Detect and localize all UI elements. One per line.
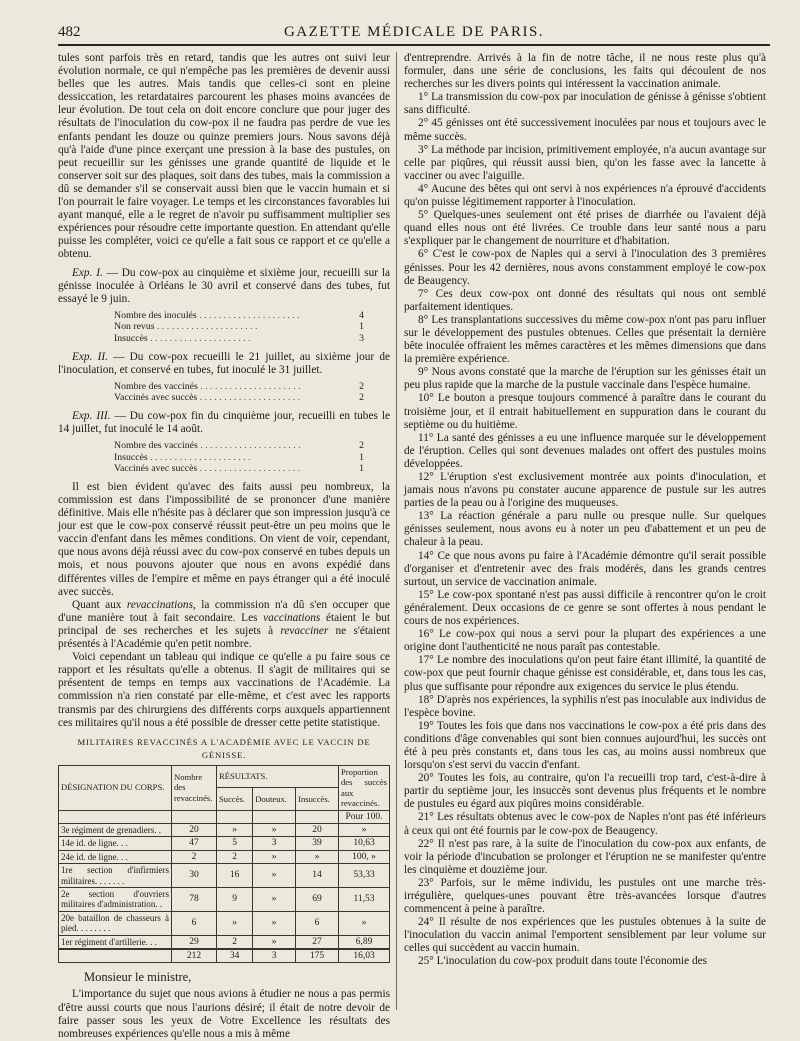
conclusion-item: 4° Aucune des bêtes qui ont servi à nos expériences n'a éprouvé d'accidents qu'on puisse légitimement rapporter à l'inoculation. [404, 182, 766, 209]
result-label: Non revus . . . [114, 321, 344, 333]
experiment-text: — Du cow-pox recueilli le 21 juillet, au sixième jour de l'inoculation, et conservé en tubes, fut inoculé le 31 juillet. [58, 350, 390, 376]
table-row [59, 823, 390, 836]
douteux-cell: 3 [253, 837, 296, 850]
total-insucces: 175 [296, 949, 339, 963]
experiment-3 [58, 410, 390, 436]
result-row [114, 392, 364, 404]
header-nombre: Nombre des revaccinés. [172, 765, 217, 810]
header-resultats: RÉSULTATS. [217, 765, 339, 787]
proportion-cell: » [339, 911, 390, 935]
result-row [114, 310, 364, 322]
total-nombre: 212 [172, 949, 217, 963]
result-row [114, 440, 364, 452]
pour100-row [59, 810, 390, 823]
succes-cell: » [217, 911, 253, 935]
result-row [114, 381, 364, 393]
corps-cell: 24e id. de ligne. . . [59, 850, 172, 863]
result-value: 1 [359, 321, 364, 333]
experiment-1 [58, 267, 390, 306]
result-value: 3 [359, 332, 364, 344]
table-row [59, 911, 390, 935]
nombre-cell: 78 [172, 887, 217, 911]
succes-cell: 16 [217, 864, 253, 888]
header-douteux: Douteux. [253, 788, 296, 810]
paragraph: L'importance du sujet que nous avions à étudier ne nous a pas permis d'être aussi courts que nous l'aurions désiré; il était de notre devoir de faire passer sous les yeux de Votre Excellence les résultats des nombreuses expériences qu'elle nous a mis à même [58, 988, 390, 1040]
result-value: 2 [359, 392, 364, 404]
conclusion-item: 19° Toutes les fois que dans nos vaccinations le cow-pox a été pris dans des conditions d'âge convenables qui sont bien connues aujourd'hui, les succès ont été à peu près constants et, dans tous les cas, au moins aussi nombreux que lorsqu'on s'est servi du vaccin d'enfant. [404, 719, 766, 772]
conclusion-item: 13° La réaction générale a paru nulle ou presque nulle. Sur quelques génisses seulement, nous avons eu à noter un peu d'abattement et un peu de chaleur à la peau. [404, 510, 766, 549]
conclusion-item: 9° Nous avons constaté que la marche de l'éruption sur les génisses était un peu plus rapide que la marche de la pustule vaccinale dans l'espèce humaine. [404, 366, 766, 392]
corps-cell: 2e section d'ouvriers militaires d'administration. . [59, 887, 172, 911]
experiment-2 [58, 351, 390, 377]
total-row [59, 949, 390, 963]
succes-cell: 2 [217, 935, 253, 949]
total-label-cell [59, 949, 172, 963]
corps-cell: 1re section d'infirmiers militaires. . . . . . . [59, 864, 172, 888]
conclusion-item: 18° D'après nos expériences, la syphilis n'est pas inoculable aux individus de l'espèce bovine. [404, 693, 766, 719]
conclusion-item: 16° Le cow-pox qui nous a servi pour la plupart des expériences a une origine dont l'authenticité ne nous paraît pas contestable. [404, 628, 766, 654]
result-value: 1 [359, 463, 364, 475]
total-douteux: 3 [253, 949, 296, 963]
proportion-cell: 11,53 [339, 887, 390, 911]
table-row [59, 864, 390, 888]
insucces-cell: 69 [296, 887, 339, 911]
insucces-cell: » [296, 850, 339, 863]
header-proportion: Proportion des succès aux revaccinés. [339, 765, 390, 810]
insucces-cell: 14 [296, 864, 339, 888]
result-row [114, 333, 364, 345]
insucces-cell: 6 [296, 911, 339, 935]
conclusion-item: 17° Le nombre des inoculations qu'on peut faire étant illimité, la quantité de cow-pox que peut fournir chaque génisse est considérable, et, dans tous les cas, plus que suffisante pour répondre aux exigences du service le plus étendu. [404, 654, 766, 693]
conclusion-item: 20° Toutes les fois, au contraire, qu'on l'a recueilli trop tard, c'est-à-dire à partir du septième jour, les insuccès sont devenus plus fréquents et le nombre de pustules eu égard aux piqûres moins considérable. [404, 772, 766, 811]
conclusion-item: 15° Le cow-pox spontané n'est pas aussi difficile à rencontrer qu'on le croit généralement. Deux occasions de ce genre se sont offertes à nous pendant le cours de nos expériences. [404, 588, 766, 628]
conclusion-item: 25° L'inoculation du cow-pox produit dans toute l'économie des [418, 955, 708, 968]
salutation: Monsieur le ministre, [84, 970, 192, 985]
experiment-label: Exp. II. [72, 350, 108, 363]
insucces-cell: 27 [296, 935, 339, 949]
result-value: 2 [359, 380, 364, 392]
nombre-cell: 47 [172, 837, 217, 850]
experiment-label: Exp. I. [72, 266, 103, 279]
page-number: 482 [58, 24, 81, 40]
paragraph: Il est bien évident qu'avec des faits aussi peu nombreux, la commission est dans l'impossibilité de se prononcer d'une manière définitive. Mais elle n'hésite pas à déclarer que son impression jusqu'à ce jour est que le cow-pox conservé réussit peut-être un peu moins que le vaccin d'enfant dans les mêmes conditions. On vient de voir, cependant, que nous avons déjà réussi avec du cow-pox conservé en tubes depuis un mois, et nous pouvons ajouter que nous en avons expédié dans différentes villes de l'empire et même en pays étranger qui a été inoculé avec succès. [58, 480, 390, 598]
nombre-cell: 2 [172, 850, 217, 863]
conclusions-list [404, 91, 766, 968]
result-row [114, 463, 364, 475]
experiment-label: Exp. III. [72, 409, 111, 422]
succes-cell: » [217, 823, 253, 836]
table-row [59, 837, 390, 850]
conclusion-item: 8° Les transplantations successives du même cow-pox n'ont pas paru influer sur le développement des pustules obtenues. Celles que présentait la dernière bête inoculée offraient les mêmes caractères et les mêmes dimensions que dans la première expérience. [404, 313, 766, 366]
paragraph: tules sont parfois très en retard, tandis que les autres ont suivi leur évolution normale, ce qui n'empêche pas les premières de devenir aussi belles que les autres. Mais tandis que celles-ci sont en pleine dessiccation, les retardataires parcourent les phases moins avancées de leur évolution. De tout cela on doit encore conclure que pour juger des résultats de l'inoculation du cow-pox il ne faudra pas perdre de vue les enfants pendant les douze ou quinze premiers jours. Nous savons déjà qu'à l'aide d'une pince exerçant une pression à la base des pustules, on peut recueillir sur les génisses une grande quantité de liquide et le conserver soit sur des plaques, soit dans des tubes, mais la commission a dû se demander s'il se conservait aussi bien que le vaccin humain et si l'on pourrait le faire voyager. Le temps et les circonstances favorables lui ayant manqué, elle a le regret de n'avoir pu suffisamment multiplier ses expériences pour résoudre cette importante question. En attendant qu'elle puisse les compléter, voici ce qu'elle a fait sous ce rapport et ce qu'elle a obtenu. [58, 52, 390, 261]
insucces-cell: 20 [296, 823, 339, 836]
left-column [58, 52, 390, 1041]
succes-cell: 5 [217, 837, 253, 850]
douteux-cell: » [253, 850, 296, 863]
douteux-cell: » [253, 887, 296, 911]
pour100-label: Pour 100. [339, 810, 390, 823]
result-row [114, 321, 364, 333]
text-run: Quant aux [72, 598, 127, 611]
nombre-cell: 29 [172, 935, 217, 949]
nombre-cell: 6 [172, 911, 217, 935]
douteux-cell: » [253, 935, 296, 949]
result-label: Vaccinés avec succès . . . [114, 463, 344, 475]
total-proportion: 16,03 [339, 949, 390, 963]
result-row [114, 452, 364, 464]
conclusion-item: 21° Les résultats obtenus avec le cow-pox de Naples n'ont pas été inférieurs à ceux qui ont été fournis par le cow-pox de Beaugency. [404, 811, 766, 837]
paragraph-revaccinations [58, 599, 390, 651]
conclusion-item: 5° Quelques-unes seulement ont été prises de diarrhée ou l'avaient déjà quand elles nous ont été livrées. Ce trouble dans leur santé nous a paru s'expliquer par le changement de nourriture et d'habitation. [404, 209, 766, 248]
insucces-cell: 39 [296, 837, 339, 850]
conclusion-item: 22° Il n'est pas rare, à la suite de l'inoculation du cow-pox aux enfants, de voir la période d'incubation se prolonger et l'éruption ne se manifester qu'entre les cinquième et douzième jour. [404, 837, 766, 876]
journal-title: GAZETTE MÉDICALE DE PARIS. [283, 24, 545, 40]
douteux-cell: » [253, 864, 296, 888]
table-row [59, 935, 390, 949]
conclusion-item: 11° La santé des génisses a eu une influence marquée sur le développement de l'éruption. Celles qui sont devenues malades ont offert des pustules moins développées. [404, 431, 766, 470]
paragraph: Voici cependant un tableau qui indique ce qu'elle a pu faire sous ce rapport et les résultats qu'elle a obtenus. Il s'agit de militaires qui se présentent de temps en temps aux vaccinations de l'Académie. La commission n'a rien constaté par elle-même, et c'est avec les rapports transmis par des chirurgiens des différents corps auxquels appartiennent ces militaires qu'il nous a été possible de dresser cette petite statistique. [58, 651, 390, 729]
experiment-2-results [114, 381, 390, 404]
column-divider [396, 52, 397, 1010]
nombre-cell: 20 [172, 823, 217, 836]
proportion-cell: 100, » [339, 850, 390, 863]
header-insucces: Insuccès. [296, 788, 339, 810]
corps-cell: 3e régiment de grenadiers. . [59, 823, 172, 836]
header-designation: DÉSIGNATION DU CORPS. [59, 765, 172, 810]
text-run: , la commission n'a dû s'en occuper que d'une manière tout à fait secondaire. Les [58, 598, 391, 624]
italic-term: revaccinations [126, 598, 193, 611]
conclusion-item: 24° Il résulte de nos expériences que les pustules obtenues à la suite de l'inoculation du vaccin animal l'emportent sensiblement par leur volume sur celles qui succèdent au vaccin humain. [404, 916, 766, 955]
douteux-cell: » [253, 911, 296, 935]
proportion-cell: 53,33 [339, 864, 390, 888]
conclusion-item: 10° Le bouton a presque toujours commencé à paraître dans le courant du troisième jour, et il entrait habituellement en suppuration dans le courant du septième ou du huitième. [404, 392, 766, 431]
table-row [59, 850, 390, 863]
corps-cell: 14e id. de ligne. . . [59, 837, 172, 850]
text-run: étaient le but principal de ses recherches et les sujets à [58, 611, 390, 637]
experiment-3-results [114, 440, 390, 475]
page-header [58, 22, 770, 46]
result-value: 1 [359, 451, 364, 463]
italic-term: vaccinations [263, 611, 321, 624]
table-caption: MILITAIRES REVACCINÉS A L'ACADÉMIE AVEC LE VACCIN DE GÉNISSE. [77, 736, 371, 760]
corps-cell: 20e bataillon de chasseurs à pied. . . . . . . . [59, 911, 172, 935]
paragraph: d'entreprendre. Arrivés à la fin de notre tâche, il ne nous reste plus qu'à formuler, dans une série de conclusions, les faits qui découlent de nos recherches sur les divers points qui intéressent la vaccination animale. [404, 52, 766, 91]
experiment-1-results [114, 310, 390, 345]
table-row [59, 887, 390, 911]
proportion-cell: 6,89 [339, 935, 390, 949]
revaccination-table [58, 765, 390, 964]
result-label: Vaccinés avec succès . . . [114, 392, 344, 404]
conclusion-item: 14° Ce que nous avons pu faire à l'Académie démontre qu'il serait possible d'organiser et d'entretenir avec des frais modérés, dans les grands centres surtout, un service de vaccination animale. [404, 549, 766, 588]
header-succes: Succès. [217, 788, 253, 810]
conclusion-item: 3° La méthode par incision, primitivement employée, n'a aucun avantage sur celle par piqûres, qui réussit aussi bien, qu'on les fasse avec la lancette à vacciner ou avec l'aiguille. [404, 143, 766, 182]
italic-term: revacciner [280, 624, 329, 637]
experiment-text: — Du cow-pox fin du cinquième jour, recueilli en tubes le 14 juillet, fut inoculé le 14 août. [58, 409, 390, 436]
conclusion-item: 6° C'est le cow-pox de Naples qui a servi à l'inoculation des 3 premières génisses. Pour les 42 dernières, nous avons constamment employé le cow-pox de Beaugency. [404, 248, 766, 287]
succes-cell: 2 [217, 850, 253, 863]
proportion-cell: » [339, 823, 390, 836]
corps-cell: 1er régiment d'artillerie. . . [59, 935, 172, 949]
experiment-text: — Du cow-pox au cinquième et sixième jour, recueilli sur la génisse inoculée à Orléans le 30 avril et conservé dans des tubes, fut essayé le 9 juin. [58, 266, 390, 305]
result-value: 2 [359, 440, 364, 452]
right-column [404, 52, 766, 969]
nombre-cell: 30 [172, 864, 217, 888]
conclusion-item: 1° La transmission du cow-pox par inoculation de génisse à génisse s'obtient sans difficulté. [404, 91, 766, 117]
succes-cell: 9 [217, 887, 253, 911]
result-label: Nombre des vaccinés . . . [114, 440, 344, 452]
result-label: Nombre des vaccinés . . . [114, 381, 344, 393]
douteux-cell: » [253, 823, 296, 836]
result-value: 4 [359, 309, 364, 321]
text-run: ne s'étaient présentés à l'Académie qu'en petit nombre. [58, 624, 390, 651]
total-succes: 34 [217, 949, 253, 963]
conclusion-item: 2° 45 génisses ont été successivement inoculées par nous et toujours avec le même succès. [404, 117, 766, 143]
result-label: Insuccès . . . [114, 452, 344, 464]
conclusion-item: 7° Ces deux cow-pox ont donné des résultats qui nous ont semblé parfaitement identiques. [404, 287, 766, 313]
result-label: Nombre des inoculés . . . [114, 310, 344, 322]
conclusion-item: 23° Parfois, sur le même individu, les pustules ont une marche très-irrégulière, quelques-unes pouvant être très-avancées lorsque d'autres commencent à peine à paraître. [404, 876, 766, 916]
proportion-cell: 10,63 [339, 837, 390, 850]
result-label: Insuccès . . . [114, 333, 344, 345]
conclusion-item: 12° L'éruption s'est exclusivement montrée aux points d'inoculation, et jamais nous n'avons pu constater aucune apparence de pustule sur les autres parties de la peau ou à l'origine des muqueuses. [404, 471, 766, 510]
